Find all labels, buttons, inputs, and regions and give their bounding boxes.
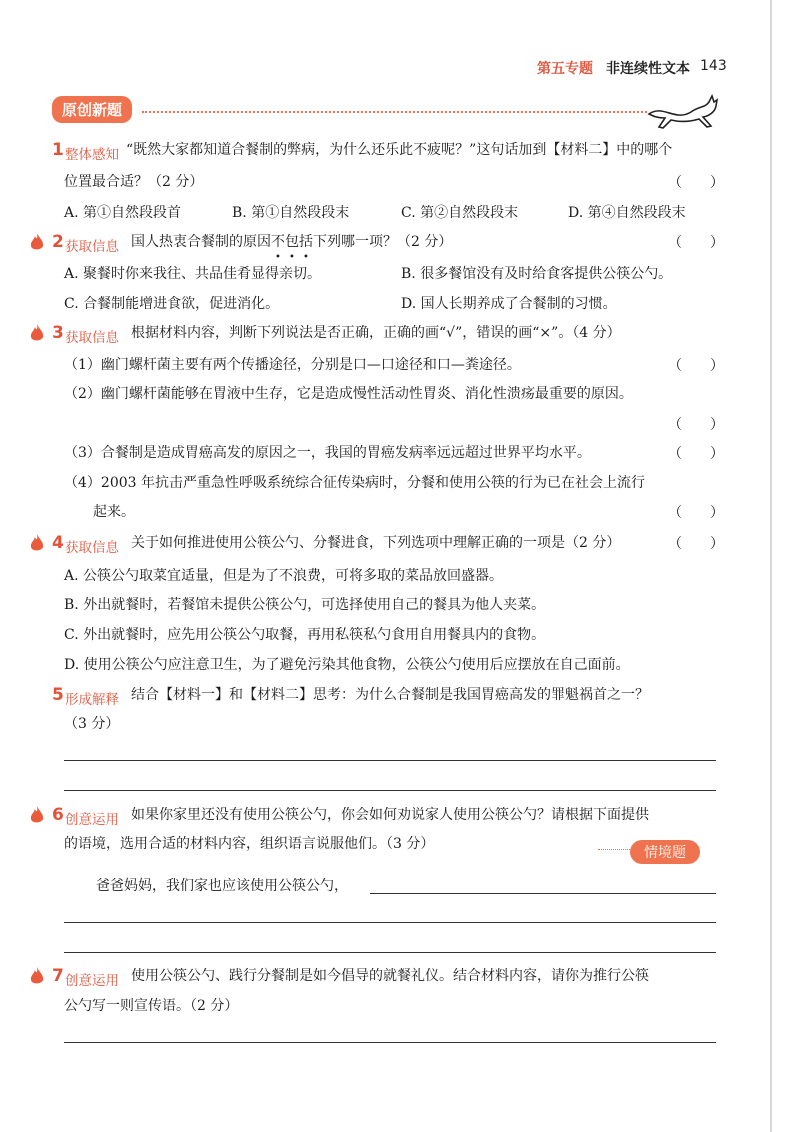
q3-item-1-paren[interactable]: （ ） xyxy=(668,358,724,374)
q4-answer-paren[interactable]: （ ） xyxy=(668,536,724,552)
q2-emph-3: 括 xyxy=(299,234,313,250)
q3-item-4: （4）2003 年抗击严重急性呼吸系统综合征传染病时，分餐和使用公筷的行为已在社会上流行 xyxy=(64,475,645,491)
q6-tag: 创意运用 xyxy=(65,812,119,828)
banner-dotted-line xyxy=(142,111,647,113)
q6-answer-line-2[interactable] xyxy=(64,922,716,923)
q7-number: 7 xyxy=(52,966,64,986)
q3-item-3: （3）合餐制是造成胃癌高发的原因之一，我国的胃癌发病率远远超过世界平均水平。 xyxy=(64,445,591,461)
q3-item-2: （2）幽门螺杆菌能够在胃液中生存，它是造成慢性活动性胃炎、消化性溃疡最重要的原因。 xyxy=(64,386,633,402)
section-banner: 原创新题 xyxy=(52,96,132,123)
q1-option-a[interactable]: A. 第①自然段段首 xyxy=(64,205,182,221)
section-label: 非连续性文本 xyxy=(606,61,690,77)
q6-answer-line-3[interactable] xyxy=(64,952,716,953)
q6-text-line1: 如果你家里还没有使用公筷公勺，你会如何劝说家人使用公筷公勺？请根据下面提供 xyxy=(131,807,649,823)
q5-text-line2: （3 分） xyxy=(64,716,120,732)
q4-text: 关于如何推进使用公筷公勺、分餐进食，下列选项中理解正确的一项是（2 分） xyxy=(131,535,621,551)
flame-icon xyxy=(30,806,44,824)
chapter-label: 第五专题 xyxy=(537,61,593,77)
q2-option-b[interactable]: B. 很多餐馆没有及时给食客提供公筷公勺。 xyxy=(401,266,673,282)
q1-text-line1: “既然大家都知道合餐制的弊病，为什么还乐此不疲呢？”这句话加到【材料二】中的哪个 xyxy=(126,142,673,158)
q7-answer-line[interactable] xyxy=(64,1042,716,1043)
q5-answer-line-1[interactable] xyxy=(64,760,716,761)
flame-icon xyxy=(30,967,44,985)
q2-text xyxy=(131,232,452,252)
flame-icon xyxy=(30,324,44,342)
flame-icon xyxy=(30,534,44,552)
q2-text-a: 国人热衷合餐制的原因 xyxy=(131,234,271,250)
q4-option-b[interactable]: B. 外出就餐时，若餐馆未提供公筷公勺，可选择使用自己的餐具为他人夹菜。 xyxy=(64,597,546,613)
q2-tag: 获取信息 xyxy=(65,239,119,255)
q3-number: 3 xyxy=(52,323,64,343)
q3-item-2-paren[interactable]: （ ） xyxy=(668,417,724,433)
scenario-badge: 情境题 xyxy=(630,840,700,864)
q2-option-d[interactable]: D. 国人长期养成了合餐制的习惯。 xyxy=(401,296,617,312)
q1-option-d[interactable]: D. 第④自然段段末 xyxy=(568,205,686,221)
q2-number: 2 xyxy=(52,232,64,252)
q6-answer-line-1[interactable] xyxy=(370,893,716,894)
q6-text-line2: 的语境，选用合适的材料内容，组织语言说服他们。（3 分） xyxy=(64,836,435,852)
q5-number: 5 xyxy=(52,685,64,705)
q2-emph-1: 不 xyxy=(271,234,285,250)
q1-tag: 整体感知 xyxy=(65,147,119,163)
q6-number: 6 xyxy=(52,805,64,825)
q4-tag: 获取信息 xyxy=(65,540,119,556)
page-edge xyxy=(770,0,772,1132)
q7-text-line2: 公勺写一则宣传语。（2 分） xyxy=(64,998,239,1014)
q2-emph-2: 包 xyxy=(285,234,299,250)
q2-option-c[interactable]: C. 合餐制能增进食欲，促进消化。 xyxy=(64,296,280,312)
q3-text: 根据材料内容，判断下列说法是否正确，正确的画“√”，错误的画“×”。（4 分） xyxy=(131,325,621,341)
flame-icon xyxy=(30,233,44,251)
q6-prompt: 爸爸妈妈，我们家也应该使用公筷公勺， xyxy=(96,878,348,894)
q3-item-3-paren[interactable]: （ ） xyxy=(668,446,724,462)
q5-text-line1: 结合【材料一】和【材料二】思考：为什么合餐制是我国胃癌高发的罪魁祸首之一？ xyxy=(131,687,649,703)
q4-option-d[interactable]: D. 使用公筷公勺应注意卫生，为了避免污染其他食物，公筷公勺使用后应摆放在自己面前。 xyxy=(64,657,630,673)
page-number: 143 xyxy=(700,58,727,74)
q3-item-1: （1）幽门螺杆菌主要有两个传播途径，分别是口—口途径和口—粪途径。 xyxy=(64,357,521,373)
q5-tag: 形成解释 xyxy=(65,692,119,708)
q7-text-line1: 使用公筷公勺、践行分餐制是如今倡导的就餐礼仪。结合材料内容，请你为推行公筷 xyxy=(131,968,649,984)
q5-answer-line-2[interactable] xyxy=(64,790,716,791)
q7-tag: 创意运用 xyxy=(65,973,119,989)
q1-option-b[interactable]: B. 第①自然段段末 xyxy=(232,205,350,221)
q2-option-a[interactable]: A. 聚餐时你来我往、共品佳肴显得亲切。 xyxy=(64,266,322,282)
badge-dotted-line xyxy=(598,849,632,850)
q1-answer-paren[interactable]: （ ） xyxy=(668,175,724,191)
q3-item-4-cont: 起来。 xyxy=(93,504,135,520)
q4-option-c[interactable]: C. 外出就餐时，应先用公筷公勺取餐，再用私筷私勺食用自用餐具内的食物。 xyxy=(64,627,546,643)
q4-option-a[interactable]: A. 公筷公勺取菜宜适量，但是为了不浪费，可将多取的菜品放回盛器。 xyxy=(64,568,504,584)
q3-item-4-paren[interactable]: （ ） xyxy=(668,505,724,521)
q1-number: 1 xyxy=(52,140,64,160)
q4-number: 4 xyxy=(52,533,64,553)
cat-icon xyxy=(645,92,720,132)
q3-tag: 获取信息 xyxy=(65,330,119,346)
q2-answer-paren[interactable]: （ ） xyxy=(668,235,724,251)
q1-text-line2: 位置最合适？（2 分） xyxy=(64,174,204,190)
q1-option-c[interactable]: C. 第②自然段段末 xyxy=(401,205,519,221)
q2-text-b: 下列哪一项？（2 分） xyxy=(313,234,453,250)
